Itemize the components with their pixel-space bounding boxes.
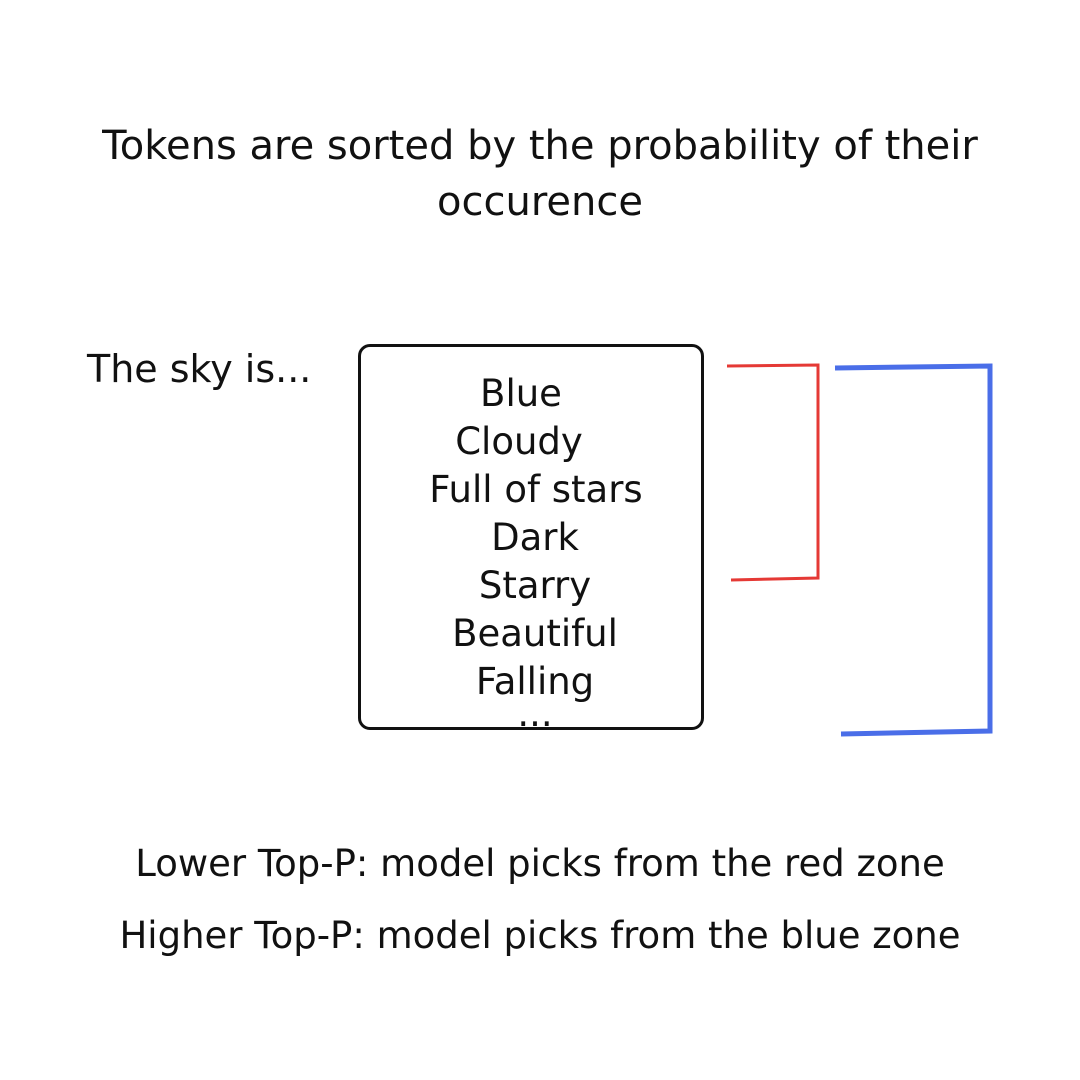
red-zone-bracket	[727, 365, 818, 580]
title-line-1: Tokens are sorted by the probability of their	[102, 123, 978, 169]
token-item: Full of stars	[429, 468, 643, 511]
token-item: Cloudy	[455, 420, 583, 463]
lower-top-p-caption: Lower Top-P: model picks from the red zone	[135, 842, 945, 885]
token-item: Falling	[475, 660, 595, 703]
blue-zone-bracket	[835, 366, 990, 734]
token-item: Starry	[478, 564, 592, 607]
prompt-text: The sky is...	[87, 347, 312, 391]
token-item: ...	[517, 692, 553, 735]
title-line-2: occurence	[437, 179, 643, 225]
token-item: Blue	[480, 372, 562, 415]
token-item: Beautiful	[452, 612, 618, 655]
token-item: Dark	[491, 516, 579, 559]
higher-top-p-caption: Higher Top-P: model picks from the blue zone	[119, 914, 961, 957]
